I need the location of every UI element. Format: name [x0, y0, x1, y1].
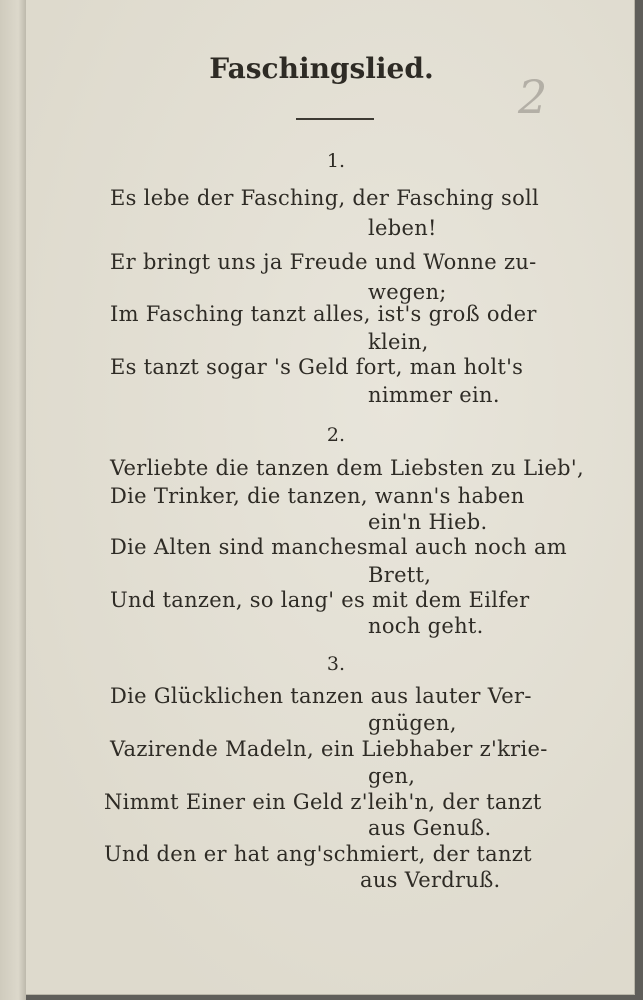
verse-line: Im Fasching tanzt alles, ist's groß oder [110, 302, 537, 326]
verse-line: Nimmt Einer ein Geld z'leih'n, der tanzt [104, 790, 542, 814]
verse-line: noch geht. [368, 614, 484, 638]
poem-title: Faschingslied. [209, 52, 434, 85]
verse-line: Vazirende Madeln, ein Liebhaber z'krie- [110, 737, 548, 761]
verse-line: Es lebe der Fasching, der Fasching soll [110, 186, 540, 210]
verse-line: Die Alten sind manchesmal auch noch am [110, 535, 567, 559]
verse-line: Es tanzt sogar 's Geld fort, man holt's [110, 355, 524, 379]
stanza-number: 1. [326, 150, 346, 172]
verse-line: klein, [368, 330, 429, 354]
verse-line: Und tanzen, so lang' es mit dem Eilfer [110, 588, 530, 612]
verse-line: Und den er hat ang'schmiert, der tanzt [104, 842, 532, 866]
verse-line: leben! [368, 216, 437, 240]
verse-line: wegen; [368, 280, 447, 304]
verse-line: Er bringt uns ja Freude und Wonne zu- [110, 250, 537, 274]
stanza-number: 2. [326, 424, 346, 446]
stanza-number: 3. [326, 653, 346, 675]
handwritten-page-number: 2 [518, 70, 548, 124]
verse-line: aus Verdruß. [360, 868, 501, 892]
title-rule [296, 118, 374, 120]
verse-line: nimmer ein. [368, 383, 500, 407]
verse-line: Brett, [368, 563, 432, 587]
verse-line: Verliebte die tanzen dem Liebsten zu Lieb', [110, 456, 584, 480]
verse-line: aus Genuß. [368, 816, 492, 840]
verse-line: Die Trinker, die tanzen, wann's haben [110, 484, 525, 508]
verse-line: gen, [368, 764, 416, 788]
verse-line: Die Glücklichen tanzen aus lauter Ver- [110, 684, 532, 708]
verse-line: gnügen, [368, 711, 457, 735]
verse-line: ein'n Hieb. [368, 510, 488, 534]
